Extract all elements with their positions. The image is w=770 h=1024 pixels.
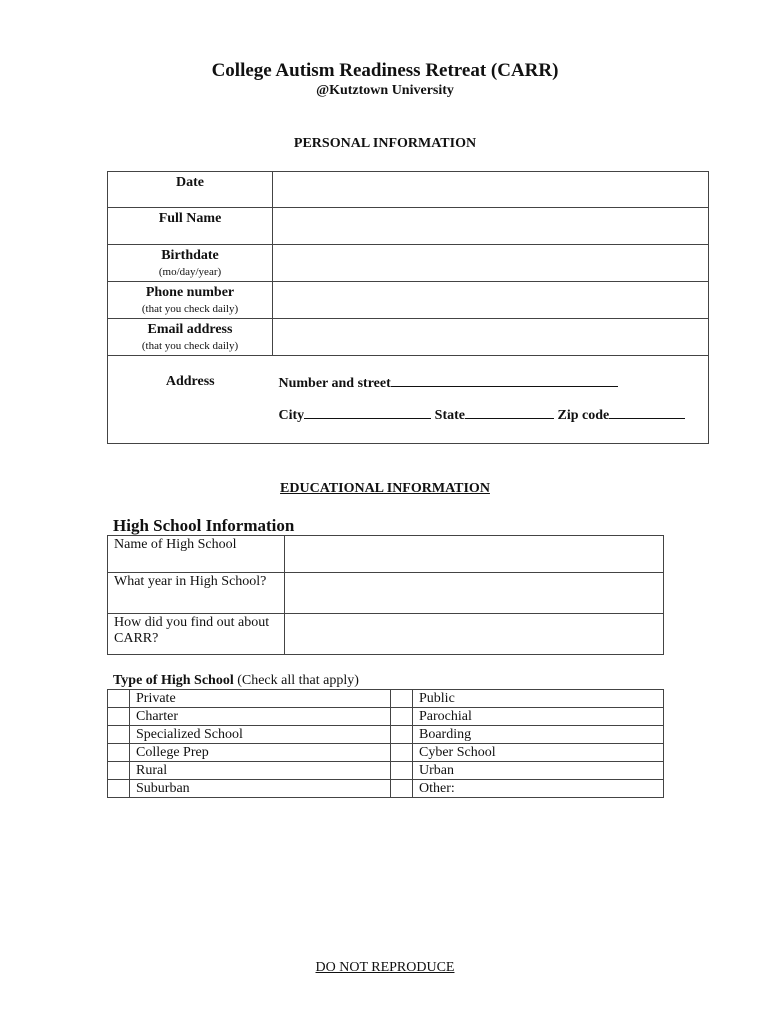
- city-state-zip-line: [273, 406, 709, 424]
- do-not-reproduce-notice: DO NOT REPRODUCE: [315, 960, 455, 975]
- find-out-label: How did you find out about CARR?: [108, 614, 285, 655]
- birthdate-hint: (mo/day/year): [158, 266, 222, 278]
- phone-field[interactable]: [273, 282, 709, 319]
- school-type-row: [108, 780, 664, 798]
- full-name-label: Full Name: [158, 211, 222, 226]
- email-row: [108, 319, 709, 356]
- full-name-field[interactable]: [273, 208, 709, 245]
- other-option: Other:: [413, 780, 664, 798]
- school-type-row: [108, 690, 664, 708]
- phone-row: [108, 282, 709, 319]
- specialized-school-option: Specialized School: [130, 726, 391, 744]
- suburban-option: Suburban: [130, 780, 391, 798]
- address-label-cell: [108, 356, 273, 444]
- school-type-heading: [113, 673, 359, 689]
- year-row: [108, 573, 664, 614]
- zip-field[interactable]: [609, 406, 685, 419]
- private-checkbox[interactable]: [108, 690, 130, 708]
- street-line: [273, 374, 709, 392]
- email-field[interactable]: [273, 319, 709, 356]
- high-school-heading: High School Information: [113, 516, 295, 535]
- suburban-checkbox[interactable]: [108, 780, 130, 798]
- birthdate-field[interactable]: [273, 245, 709, 282]
- phone-label-cell: [108, 282, 273, 319]
- address-row: [108, 356, 709, 444]
- public-checkbox[interactable]: [391, 690, 413, 708]
- state-field[interactable]: [465, 406, 554, 419]
- parochial-option: Parochial: [413, 708, 664, 726]
- boarding-option: Boarding: [413, 726, 664, 744]
- birthdate-label-cell: [108, 245, 273, 282]
- street-field[interactable]: [391, 374, 618, 387]
- date-label: Date: [176, 175, 204, 190]
- full-name-label-cell: [108, 208, 273, 245]
- email-label: Email address: [147, 322, 233, 337]
- cyber-school-checkbox[interactable]: [391, 744, 413, 762]
- other-checkbox[interactable]: [391, 780, 413, 798]
- school-type-row: [108, 726, 664, 744]
- date-label-cell: [108, 172, 273, 208]
- personal-info-table: [107, 171, 709, 444]
- school-type-heading-note: (Check all that apply): [233, 673, 359, 688]
- phone-hint: (that you check daily): [141, 303, 239, 315]
- birthdate-label: Birthdate: [161, 248, 219, 263]
- urban-checkbox[interactable]: [391, 762, 413, 780]
- city-field[interactable]: [304, 406, 431, 419]
- high-school-name-field[interactable]: [285, 536, 664, 573]
- high-school-name-row: [108, 536, 664, 573]
- school-type-row: [108, 708, 664, 726]
- educational-info-heading: EDUCATIONAL INFORMATION: [280, 481, 490, 496]
- school-type-table: [107, 689, 664, 798]
- year-field[interactable]: [285, 573, 664, 614]
- find-out-field[interactable]: [285, 614, 664, 655]
- school-type-heading-bold: Type of High School: [113, 673, 234, 688]
- date-field[interactable]: [273, 172, 709, 208]
- rural-checkbox[interactable]: [108, 762, 130, 780]
- high-school-name-label: Name of High School: [108, 536, 285, 573]
- rural-option: Rural: [130, 762, 391, 780]
- form-subtitle: @Kutztown University: [316, 83, 454, 98]
- school-type-row: [108, 744, 664, 762]
- high-school-table: [107, 535, 664, 655]
- boarding-checkbox[interactable]: [391, 726, 413, 744]
- birthdate-row: [108, 245, 709, 282]
- college-prep-checkbox[interactable]: [108, 744, 130, 762]
- phone-label: Phone number: [145, 285, 235, 300]
- zip-label: Zip code: [557, 408, 610, 423]
- school-type-row: [108, 762, 664, 780]
- date-row: [108, 172, 709, 208]
- find-out-row: [108, 614, 664, 655]
- personal-info-heading: PERSONAL INFORMATION: [293, 136, 477, 151]
- full-name-row: [108, 208, 709, 245]
- charter-checkbox[interactable]: [108, 708, 130, 726]
- city-label: City: [278, 408, 305, 423]
- specialized-school-checkbox[interactable]: [108, 726, 130, 744]
- form-title: College Autism Readiness Retreat (CARR): [211, 60, 559, 81]
- year-label: What year in High School?: [108, 573, 285, 614]
- urban-option: Urban: [413, 762, 664, 780]
- email-label-cell: [108, 319, 273, 356]
- number-street-label: Number and street: [278, 376, 391, 391]
- cyber-school-option: Cyber School: [413, 744, 664, 762]
- email-hint: (that you check daily): [141, 340, 239, 352]
- parochial-checkbox[interactable]: [391, 708, 413, 726]
- college-prep-option: College Prep: [130, 744, 391, 762]
- state-label: State: [434, 408, 465, 423]
- private-option: Private: [130, 690, 391, 708]
- address-label: Address: [165, 374, 215, 389]
- public-option: Public: [413, 690, 664, 708]
- address-fields: [273, 356, 709, 444]
- charter-option: Charter: [130, 708, 391, 726]
